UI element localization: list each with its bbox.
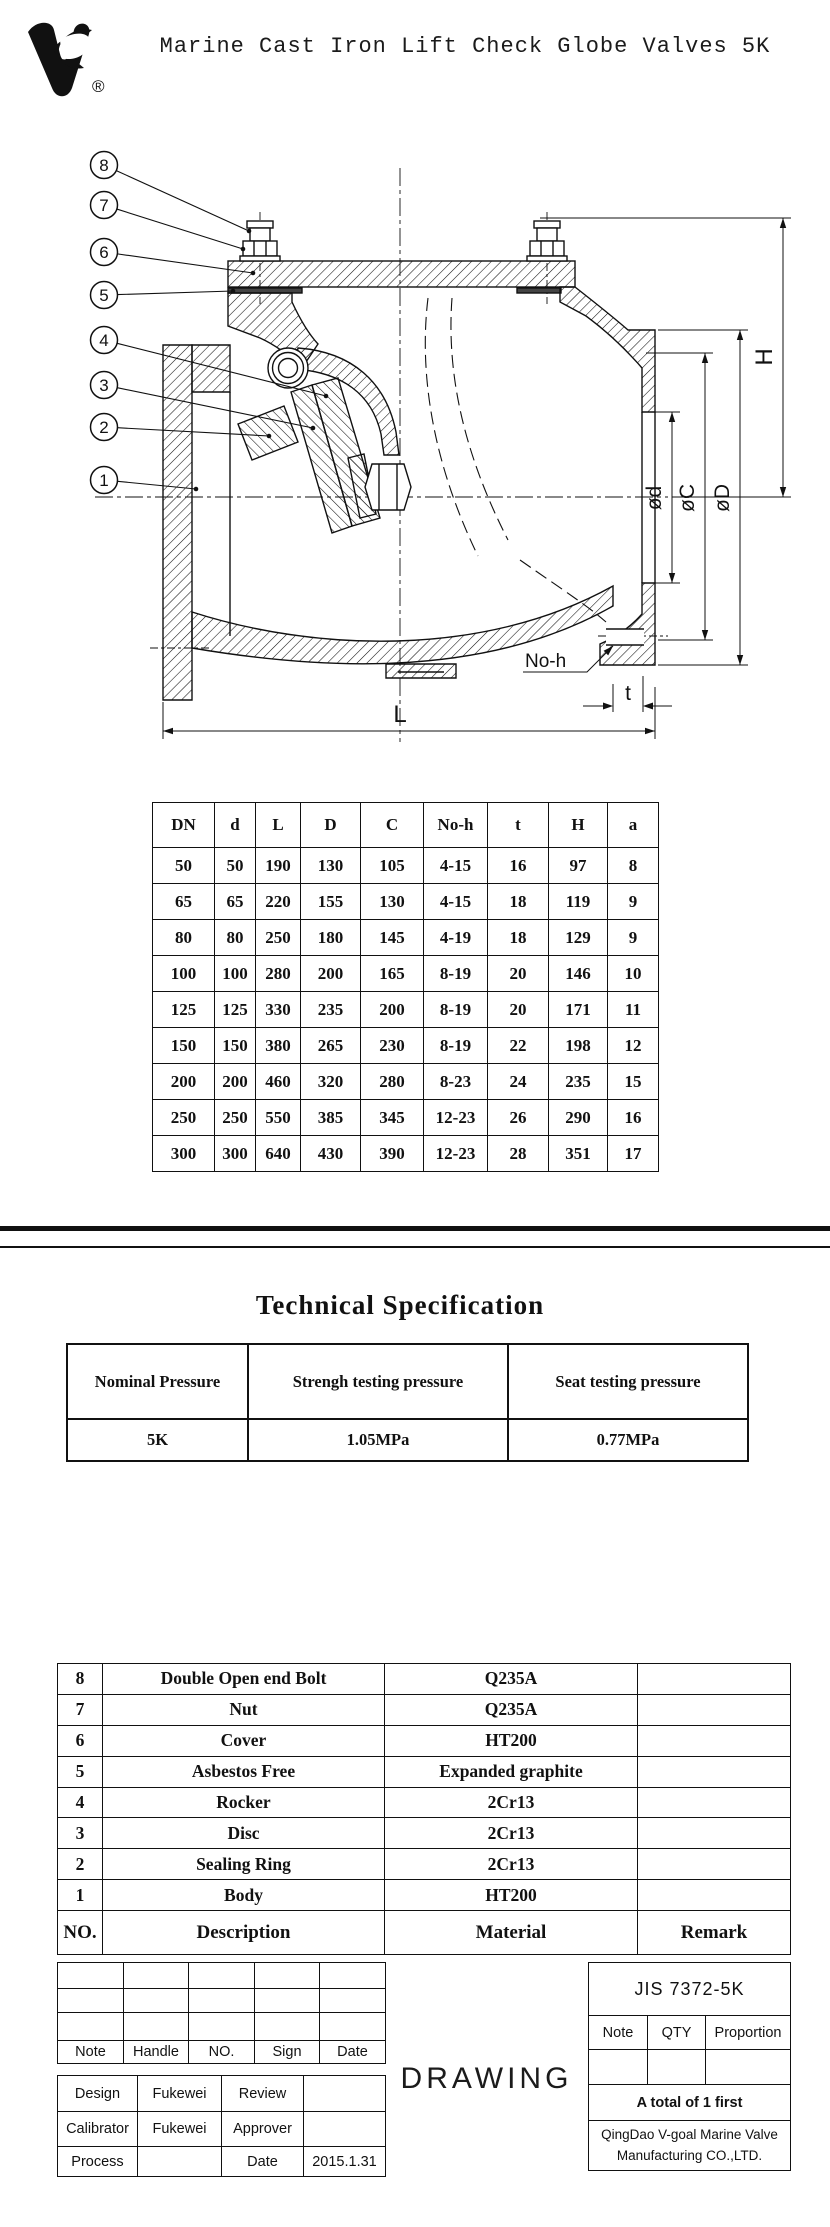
dim-table-cell: 12-23 <box>424 1136 488 1172</box>
parts-header-cell: NO. <box>58 1911 103 1955</box>
dim-table-cell: 130 <box>361 884 424 920</box>
dim-table-cell: 105 <box>361 848 424 884</box>
bolt-cap-left <box>247 221 273 228</box>
signoff-cell <box>304 2112 386 2147</box>
parts-cell: Q235A <box>385 1664 638 1695</box>
cover-bolts <box>240 221 567 261</box>
parts-cell: Double Open end Bolt <box>103 1664 385 1695</box>
dim-table-cell: 20 <box>488 956 549 992</box>
dim-table-cell: 8-19 <box>424 1028 488 1064</box>
dim-table-cell: 385 <box>301 1100 361 1136</box>
separator-thin <box>0 1246 830 1248</box>
parts-row <box>58 1849 791 1880</box>
dim-table-cell: 150 <box>215 1028 256 1064</box>
dim-table-cell: 22 <box>488 1028 549 1064</box>
signoff-row <box>58 2147 386 2177</box>
dim-table-cell: 220 <box>256 884 301 920</box>
dim-table-row <box>153 1100 659 1136</box>
dim-table-cell: 351 <box>549 1136 608 1172</box>
callout-number: 1 <box>99 471 109 490</box>
dim-label-dd: øD <box>711 484 734 512</box>
dim-table-cell: 345 <box>361 1100 424 1136</box>
dim-table-cell: 18 <box>488 884 549 920</box>
qty-header-cell: Note <box>589 2016 648 2050</box>
dim-table-cell: 235 <box>549 1064 608 1100</box>
dim-table-cell: 250 <box>215 1100 256 1136</box>
signoff-cell <box>320 1963 386 1989</box>
signoff-cell <box>124 1989 189 2013</box>
spec-value-cell: 1.05MPa <box>248 1419 508 1461</box>
dim-table-cell: 200 <box>361 992 424 1028</box>
dim-table-cell: 230 <box>361 1028 424 1064</box>
bolt-washer-right <box>527 256 567 261</box>
dim-table-cell: 100 <box>215 956 256 992</box>
dim-table-row <box>153 920 659 956</box>
dim-table-cell: 4-15 <box>424 848 488 884</box>
parts-cell <box>638 1694 791 1725</box>
dim-table-cell: 290 <box>549 1100 608 1136</box>
dim-table-cell: 9 <box>608 920 659 956</box>
dim-table-cell: 125 <box>153 992 215 1028</box>
disc-nut <box>365 464 411 510</box>
parts-cell: 8 <box>58 1664 103 1695</box>
callout-number: 2 <box>99 418 109 437</box>
spec-value-cell: 0.77MPa <box>508 1419 748 1461</box>
dim-table-cell: 12 <box>608 1028 659 1064</box>
signoff-cell <box>189 1963 255 1989</box>
total-note: A total of 1 first <box>589 2085 791 2121</box>
page-title: Marine Cast Iron Lift Check Globe Valves 5K <box>159 34 771 59</box>
parts-cell: Q235A <box>385 1694 638 1725</box>
spec-value-row <box>67 1419 748 1461</box>
parts-cell: Expanded graphite <box>385 1756 638 1787</box>
signoff-cell: 2015.1.31 <box>304 2147 386 2177</box>
parts-header-cell: Description <box>103 1911 385 1955</box>
signoff-empty-row <box>58 1963 386 1989</box>
dim-label-d: ød <box>643 485 666 511</box>
bolt-stud-left <box>250 228 270 241</box>
dim-table-cell: 146 <box>549 956 608 992</box>
dim-table-row <box>153 1028 659 1064</box>
parts-cell: Sealing Ring <box>103 1849 385 1880</box>
dim-table-cell: 80 <box>215 920 256 956</box>
signoff-cell: Date <box>222 2147 304 2177</box>
parts-header-cell: Remark <box>638 1911 791 1955</box>
dim-header-cell: d <box>215 803 256 848</box>
dim-table-row <box>153 956 659 992</box>
parts-cell <box>638 1725 791 1756</box>
signoff-cell <box>138 2147 222 2177</box>
dim-table-row <box>153 848 659 884</box>
signoff-empty-row <box>58 2013 386 2041</box>
drain-boss <box>386 664 456 678</box>
signoff-header-row <box>58 2041 386 2064</box>
callout-number: 6 <box>99 243 109 262</box>
left-flange-tab <box>192 345 230 392</box>
dim-table-cell: 200 <box>153 1064 215 1100</box>
qty-header-row <box>589 2016 791 2050</box>
dim-header-cell: DN <box>153 803 215 848</box>
standard-number: JIS 7372-5K <box>589 1963 791 2016</box>
dim-table-cell: 8 <box>608 848 659 884</box>
signoff-grid-top <box>57 1962 386 2064</box>
callout-8 <box>91 152 252 234</box>
dim-table-cell: 250 <box>153 1100 215 1136</box>
signoff-row <box>58 2112 386 2147</box>
dim-table-cell: 8-23 <box>424 1064 488 1100</box>
parts-header-cell: Material <box>385 1911 638 1955</box>
proportion-cell <box>706 2050 791 2085</box>
callout-6 <box>91 239 256 276</box>
parts-cell: 2Cr13 <box>385 1818 638 1849</box>
signoff-header-cell: Note <box>58 2041 124 2064</box>
spec-table <box>66 1343 749 1462</box>
dim-table-cell: 15 <box>608 1064 659 1100</box>
dim-table-cell: 198 <box>549 1028 608 1064</box>
dim-table-cell: 130 <box>301 848 361 884</box>
dim-table-cell: 330 <box>256 992 301 1028</box>
dim-table-cell: 250 <box>256 920 301 956</box>
note-cell <box>589 2050 648 2085</box>
signoff-cell <box>304 2076 386 2112</box>
callout-number: 4 <box>99 331 109 350</box>
dim-table-cell: 125 <box>215 992 256 1028</box>
dim-table-header-row <box>153 803 659 848</box>
dim-table-row <box>153 1064 659 1100</box>
parts-row <box>58 1725 791 1756</box>
signoff-cell: Approver <box>222 2112 304 2147</box>
dim-table-cell: 10 <box>608 956 659 992</box>
valve-drawing <box>0 0 830 780</box>
dim-table-cell: 26 <box>488 1100 549 1136</box>
signoff-cell <box>58 2013 124 2041</box>
dim-table-cell: 155 <box>301 884 361 920</box>
title-block-right <box>588 1962 791 2171</box>
spec-header-cell: Nominal Pressure <box>67 1344 248 1419</box>
dim-table-cell: 100 <box>153 956 215 992</box>
signoff-cell <box>58 1989 124 2013</box>
dim-table-cell: 640 <box>256 1136 301 1172</box>
dim-table-cell: 50 <box>153 848 215 884</box>
dim-table-cell: 97 <box>549 848 608 884</box>
company-name: QingDao V-goal Marine Valve Manufacturing CO.,LTD. <box>589 2121 791 2171</box>
bolt-nut-left <box>243 241 277 256</box>
dim-header-cell: D <box>301 803 361 848</box>
spec-header-row <box>67 1344 748 1419</box>
parts-cell: Nut <box>103 1694 385 1725</box>
signoff-header-cell: Sign <box>255 2041 320 2064</box>
signoff-cell: Process <box>58 2147 138 2177</box>
signoff-cell: Fukewei <box>138 2076 222 2112</box>
dim-table-cell: 8-19 <box>424 992 488 1028</box>
signoff-empty-row <box>58 1989 386 2013</box>
dim-table-cell: 550 <box>256 1100 301 1136</box>
signoff-header-cell: Handle <box>124 2041 189 2064</box>
signoff-cell: Design <box>58 2076 138 2112</box>
dim-table-row <box>153 1136 659 1172</box>
dim-header-cell: a <box>608 803 659 848</box>
bolt-cap-right <box>534 221 560 228</box>
dim-table-cell: 150 <box>153 1028 215 1064</box>
dim-table-cell: 320 <box>301 1064 361 1100</box>
dim-table-cell: 50 <box>215 848 256 884</box>
signoff-cell: Fukewei <box>138 2112 222 2147</box>
dim-header-cell: No-h <box>424 803 488 848</box>
parts-cell: 4 <box>58 1787 103 1818</box>
signoff-cell <box>320 1989 386 2013</box>
dim-table-cell: 65 <box>153 884 215 920</box>
dim-table-cell: 171 <box>549 992 608 1028</box>
dim-table-cell: 16 <box>488 848 549 884</box>
dimension-table <box>152 802 659 1172</box>
dim-table-cell: 200 <box>215 1064 256 1100</box>
signoff-cell <box>255 1989 320 2013</box>
parts-cell: Asbestos Free <box>103 1756 385 1787</box>
dim-table-cell: 129 <box>549 920 608 956</box>
gasket-right <box>517 288 561 293</box>
signoff-row <box>58 2076 386 2112</box>
signoff-cell: Calibrator <box>58 2112 138 2147</box>
parts-cell <box>638 1664 791 1695</box>
parts-cell: 3 <box>58 1818 103 1849</box>
dim-label-l: L <box>393 701 407 728</box>
parts-cell <box>638 1787 791 1818</box>
dim-table-row <box>153 884 659 920</box>
dim-header-cell: C <box>361 803 424 848</box>
parts-cell: HT200 <box>385 1725 638 1756</box>
dim-table-cell: 180 <box>301 920 361 956</box>
callout-number: 8 <box>99 156 109 175</box>
separator-thick <box>0 1226 830 1231</box>
signoff-header-cell: Date <box>320 2041 386 2064</box>
parts-row <box>58 1756 791 1787</box>
parts-cell: 2Cr13 <box>385 1787 638 1818</box>
dim-table-cell: 9 <box>608 884 659 920</box>
hinge-boss <box>268 348 308 388</box>
parts-cell: Body <box>103 1880 385 1911</box>
spec-value-cell: 5K <box>67 1419 248 1461</box>
dim-table-cell: 200 <box>301 956 361 992</box>
dim-table-cell: 20 <box>488 992 549 1028</box>
qty-header-cell: QTY <box>648 2016 706 2050</box>
dim-table-cell: 18 <box>488 920 549 956</box>
dim-table-cell: 12-23 <box>424 1100 488 1136</box>
dim-label-t: t <box>625 682 631 705</box>
parts-row <box>58 1664 791 1695</box>
dim-table-cell: 265 <box>301 1028 361 1064</box>
signoff-cell: Review <box>222 2076 304 2112</box>
signoff-cell <box>58 1963 124 1989</box>
parts-cell: Disc <box>103 1818 385 1849</box>
qty-header-cell: Proportion <box>706 2016 791 2050</box>
signoff-header-cell: NO. <box>189 2041 255 2064</box>
parts-cell: 5 <box>58 1756 103 1787</box>
dim-table-cell: 65 <box>215 884 256 920</box>
spec-header-cell: Seat testing pressure <box>508 1344 748 1419</box>
dim-table-cell: 430 <box>301 1136 361 1172</box>
dim-table-cell: 190 <box>256 848 301 884</box>
signoff-cell <box>255 2013 320 2041</box>
dim-table-cell: 4-19 <box>424 920 488 956</box>
dim-table-cell: 460 <box>256 1064 301 1100</box>
parts-list-table <box>57 1663 791 1955</box>
dim-table-cell: 165 <box>361 956 424 992</box>
bolt-nut-right <box>530 241 564 256</box>
parts-cell <box>638 1818 791 1849</box>
dim-table-cell: 80 <box>153 920 215 956</box>
dim-header-cell: L <box>256 803 301 848</box>
dim-table-cell: 390 <box>361 1136 424 1172</box>
parts-row <box>58 1787 791 1818</box>
dim-table-cell: 300 <box>215 1136 256 1172</box>
parts-cell: HT200 <box>385 1880 638 1911</box>
callout-5 <box>91 282 236 309</box>
dim-table-cell: 17 <box>608 1136 659 1172</box>
parts-row <box>58 1694 791 1725</box>
parts-cell <box>638 1756 791 1787</box>
bolt-washer-left <box>240 256 280 261</box>
qty-cell <box>648 2050 706 2085</box>
signoff-cell <box>189 1989 255 2013</box>
callout-number: 5 <box>99 286 109 305</box>
outlet-neck <box>560 287 655 412</box>
vgoal-logo <box>28 23 105 97</box>
parts-header-row <box>58 1911 791 1955</box>
dim-table-cell: 11 <box>608 992 659 1028</box>
dim-label-c: øC <box>676 484 699 512</box>
parts-cell <box>638 1849 791 1880</box>
dim-table-cell: 380 <box>256 1028 301 1064</box>
parts-cell: 2 <box>58 1849 103 1880</box>
dim-table-cell: 280 <box>361 1064 424 1100</box>
parts-cell: Rocker <box>103 1787 385 1818</box>
dim-table-cell: 4-15 <box>424 884 488 920</box>
hidden-lines <box>425 298 606 622</box>
drawing-type-label: DRAWING <box>400 2062 573 2095</box>
signoff-cell <box>124 2013 189 2041</box>
dim-header-cell: t <box>488 803 549 848</box>
parts-row <box>58 1880 791 1911</box>
signoff-cell <box>189 2013 255 2041</box>
parts-cell: 7 <box>58 1694 103 1725</box>
callout-number: 3 <box>99 376 109 395</box>
cover-section <box>228 261 575 287</box>
dim-table-cell: 16 <box>608 1100 659 1136</box>
bolt-stud-right <box>537 228 557 241</box>
parts-cell: 1 <box>58 1880 103 1911</box>
parts-cell: Cover <box>103 1725 385 1756</box>
dim-table-cell: 24 <box>488 1064 549 1100</box>
dim-table-cell: 235 <box>301 992 361 1028</box>
dim-table-cell: 8-19 <box>424 956 488 992</box>
spec-header-cell: Strengh testing pressure <box>248 1344 508 1419</box>
dim-table-cell: 280 <box>256 956 301 992</box>
dim-header-cell: H <box>549 803 608 848</box>
signoff-cell <box>320 2013 386 2041</box>
dim-table-cell: 145 <box>361 920 424 956</box>
dim-table-cell: 28 <box>488 1136 549 1172</box>
parts-cell: 6 <box>58 1725 103 1756</box>
dim-table-cell: 119 <box>549 884 608 920</box>
parts-row <box>58 1818 791 1849</box>
gasket-left <box>228 288 302 293</box>
registered-icon: ® <box>92 77 105 96</box>
parts-cell: 2Cr13 <box>385 1849 638 1880</box>
signoff-grid-bottom <box>57 2075 386 2177</box>
dim-table-cell: 300 <box>153 1136 215 1172</box>
dim-label-h: H <box>751 348 778 366</box>
parts-cell <box>638 1880 791 1911</box>
callout-number: 7 <box>99 196 109 215</box>
dim-table-row <box>153 992 659 1028</box>
signoff-cell <box>124 1963 189 1989</box>
spec-title: Technical Specification <box>255 1290 545 1320</box>
dim-label-noh: No-h <box>525 651 567 672</box>
signoff-cell <box>255 1963 320 1989</box>
